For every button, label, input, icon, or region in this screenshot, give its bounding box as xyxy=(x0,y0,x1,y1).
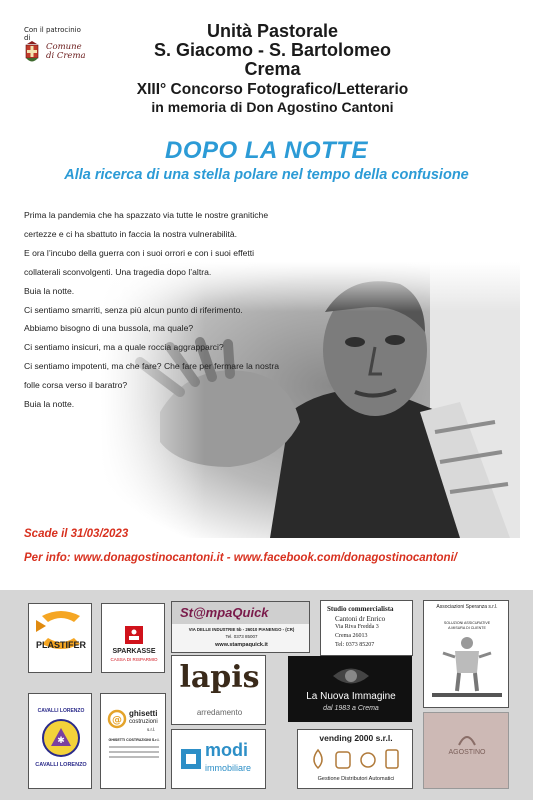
poem-line: Buia la notte. xyxy=(24,285,75,296)
sparkasse-sub: CASSA DI RISPARMIO xyxy=(110,657,158,662)
sponsor-studio-cantoni xyxy=(320,600,413,656)
sponsor-vending-2000 xyxy=(297,729,413,789)
poem-line: Buia la notte. xyxy=(24,399,75,410)
agostino-logo-icon xyxy=(457,729,477,747)
studio-line1: Studio commercialista xyxy=(327,605,394,613)
crema-crest-icon xyxy=(24,40,40,66)
studio-line3: Via Riva Fredda 3 xyxy=(335,624,379,630)
poem-line: Ci sentiamo impotenti, ma che fare? Che fare per fermare la nostra xyxy=(24,361,280,372)
modi-name: modi xyxy=(205,740,248,760)
studio-line4: Crema 26013 xyxy=(335,633,368,639)
poem-text xyxy=(24,206,354,414)
speranza-sub1: SOLUZIONI ASSICURATIVE xyxy=(443,621,491,625)
poem-line: Ci sentiamo smarriti, senza più alcun punto di riferimento. xyxy=(24,304,243,315)
sparkasse-name: SPARKASSE xyxy=(112,648,156,655)
plastifer-name: PLASTIFER xyxy=(35,640,86,650)
svg-text:✱: ✱ xyxy=(57,736,65,746)
sponsor-lapis xyxy=(171,655,266,725)
sponsor-la-nuova-immagine xyxy=(288,656,412,722)
ghisetti-name: ghisetti xyxy=(129,709,158,718)
stampaquick-address: VIA DELLE INDUSTRIE 5b - 26010 PIANENGO - (CR) xyxy=(188,627,295,632)
sparkasse-logo-icon xyxy=(125,626,143,644)
comune-line1: Comune xyxy=(46,42,82,52)
agostino-name: AGOSTINO xyxy=(448,749,486,756)
sponsor-stampaquick xyxy=(171,601,310,653)
poem-line: collaterali sconvolgenti. Una tragedia dopo l’altra. xyxy=(24,266,212,277)
sponsor-agostino xyxy=(423,712,509,789)
subtitle: Alla ricerca di una stella polare nel tempo della confusione xyxy=(64,167,469,183)
cavalli-top: CAVALLI LORENZO xyxy=(37,708,85,714)
stampaquick-logo: St@mpaQuick xyxy=(180,605,269,620)
ghisetti-logo-icon xyxy=(107,709,127,729)
speranza-title: Associazioni Speranza s.r.l. xyxy=(436,604,498,610)
header-line5: in memoria di Don Agostino Cantoni xyxy=(151,99,394,115)
header-line4: XIII° Concorso Fotografico/Letterario xyxy=(136,81,409,98)
ghisetti-sub2: s.r.l. xyxy=(147,727,156,732)
eye-logo-icon xyxy=(331,663,371,689)
patronage-block xyxy=(10,26,88,42)
comune-line2: di Crema xyxy=(46,51,86,61)
sponsor-modi-immobiliare xyxy=(171,729,266,789)
lapis-logo: lapis xyxy=(179,660,260,695)
vending-title: vending 2000 s.r.l. xyxy=(319,733,393,743)
nuova-name: La Nuova Immagine xyxy=(306,691,396,702)
ghisetti-sub1: costruzioni xyxy=(129,719,158,725)
main-title: DOPO LA NOTTE xyxy=(165,137,368,164)
cavalli-logo-icon xyxy=(41,718,81,758)
header-line1: Unità Pastorale xyxy=(206,21,339,41)
poem-line: certezze e ci ha sbattuto in faccia la nostra vulnerabilità. xyxy=(24,228,238,239)
poem-line: Prima la pandemia che ha spazzato via tutte le nostre granitiche xyxy=(24,210,269,220)
sponsor-ghisetti xyxy=(100,693,166,789)
modi-logo-icon xyxy=(180,748,202,770)
sponsor-cavalli-lorenzo xyxy=(28,693,92,789)
sponsor-sparkasse xyxy=(101,603,165,673)
poem-line: folle corsa verso il baratro? xyxy=(24,380,128,391)
modi-sub: immobiliare xyxy=(205,763,252,773)
vending-sub: Gestione Distributori Automatici xyxy=(317,776,395,782)
studio-line2: Cantoni dr Enrico xyxy=(335,615,386,623)
sponsor-plastifer xyxy=(28,603,92,673)
poem-line: E ora l’incubo della guerra con i suoi orrori e con i suoi effetti xyxy=(24,247,255,258)
info-links[interactable]: Per info: www.donagostinocantoni.it - www.facebook.com/donagostinocantoni/ xyxy=(24,552,457,564)
vending-icons-icon xyxy=(306,746,406,770)
svg-text:@: @ xyxy=(112,715,122,726)
sponsor-speranza xyxy=(423,600,509,708)
cavalli-bottom: CAVALLI LORENZO xyxy=(35,762,87,768)
deadline-text: Scade il 31/03/2023 xyxy=(24,528,129,540)
poem-line: Abbiamo bisogno di una bussola, ma quale? xyxy=(24,323,194,334)
nuova-sub: dal 1983 a Crema xyxy=(323,705,379,712)
poem-line: Ci sentiamo insicuri, ma a quale roccia aggrapparci? xyxy=(24,342,224,353)
lapis-sub: arredamento xyxy=(196,708,243,717)
patronage-label: Con il patrocinio di xyxy=(24,26,81,42)
header-title-block xyxy=(100,22,445,115)
speranza-figure-icon xyxy=(437,633,497,693)
header-line2: S. Giacomo - S. Bartolomeo xyxy=(153,40,392,60)
speranza-sub2: A MISURA DI CLIENTE xyxy=(448,626,486,630)
stampaquick-web: www.stampaquick.it xyxy=(215,642,268,648)
studio-line5: Tel: 0373 85207 xyxy=(335,642,375,648)
stampaquick-tel: Tel. 0373 85007 xyxy=(225,634,258,639)
header-line3: Crema xyxy=(244,59,301,79)
ghisetti-small: GHISETTI COSTRUZIONI S.r.l. xyxy=(108,738,160,742)
comune-di-crema-logo xyxy=(46,43,86,61)
